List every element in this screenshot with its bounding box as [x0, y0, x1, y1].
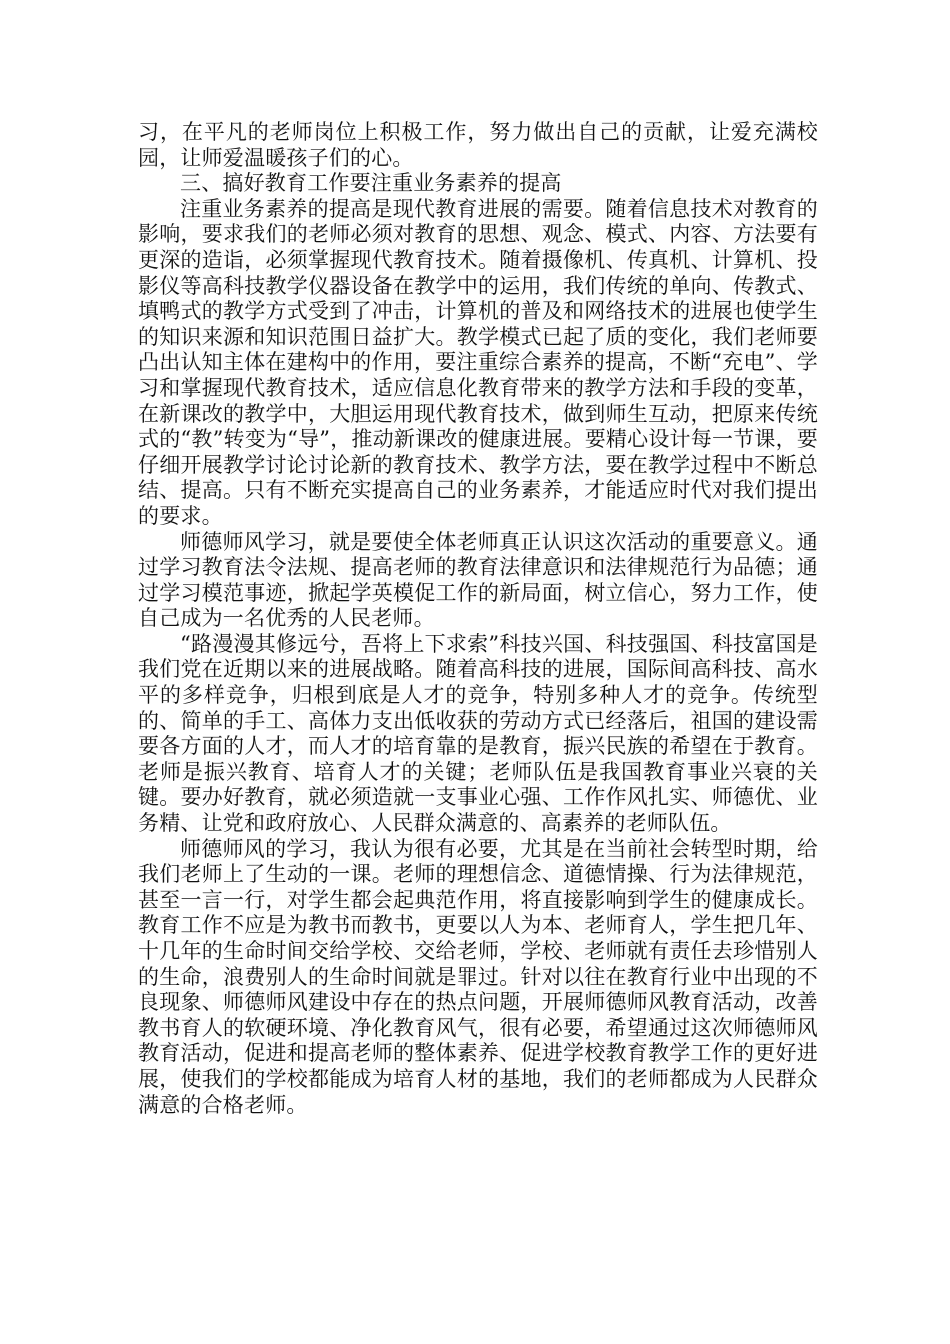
paragraph-professional-quality: 注重业务素养的提高是现代教育进展的需要。随着信息技术对教育的影响，要求我们的老师必须对教育的思想、观念、模式、内容、方法要有更深的造诣，必须掌握现代教育技术。随着摄像机、传真机、计算机、投影仪等高科技教学仪器设备在教学中的运用，我们传统的单向、传教式、填鸭式的教学方式受到了冲击，计算机的普及和网络技术的进展也使学生的知识来源和知识范围日益扩大。教学模式已起了质的变化，我们老师要凸出认知主体在建构中的作用，要注重综合素养的提高，不断“充电”、学习和掌握现代教育技术，适应信息化教育带来的教学方法和手段的变革，在新课改的教学中，大胆运用现代教育技术，做到师生互动，把原来传统式的“教”转变为“导”，推动新课改的健康进展。要精心设计每一节课，要仔细开展教学讨论讨论新的教育技术、教学方法，要在教学过程中不断总结、提高。只有不断充实提高自己的业务素养，才能适应时代对我们提出的要求。 [138, 196, 818, 528]
section-heading: 三、搞好教育工作要注重业务素养的提高 [180, 171, 562, 196]
paragraph-continuation: 习，在平凡的老师岗位上积极工作，努力做出自己的贡献，让爱充满校园，让师爱温暖孩子们的心。 [138, 120, 818, 170]
document-body [138, 120, 818, 1118]
paragraph-talent-competition: “路漫漫其修远兮，吾将上下求索”科技兴国、科技强国、科技富国是我们党在近期以来的进展战略。随着高科技的进展，国际间高科技、高水平的多样竞争，归根到底是人才的竞争，特别多种人才的竞争。传统型的、简单的手工、高体力支出低收获的劳动方式已经落后，祖国的建设需要各方面的人才，而人才的培育靠的是教育，振兴民族的希望在于教育。老师是振兴教育、培育人才的关键；老师队伍是我国教育事业兴衰的关键。要办好教育，就必须造就一支事业心强、工作作风扎实、师德优、业务精、让党和政府放心、人民群众满意的、高素养的老师队伍。 [138, 631, 818, 836]
paragraph-ethics-study: 师德师风学习，就是要使全体老师真正认识这次活动的重要意义。通过学习教育法令法规、提高老师的教育法律意识和法律规范行为品德；通过学习模范事迹，掀起学英模促工作的新局面，树立信心，努力工作，使自己成为一名优秀的人民老师。 [138, 529, 818, 631]
paragraph-conclusion: 师德师风的学习，我认为很有必要，尤其是在当前社会转型时期，给我们老师上了生动的一课。老师的理想信念、道德情操、行为法律规范，甚至一言一行，对学生都会起典范作用，将直接影响到学生的健康成长。教育工作不应是为教书而教书，更要以人为本、老师育人，学生把几年、十几年的生命时间交给学校、交给老师，学校、老师就有责任去珍惜别人的生命，浪费别人的生命时间就是罪过。针对以往在教育行业中出现的不良现象、师德师风建设中存在的热点问题，开展师德师风教育活动，改善教书育人的软硬环境、净化教育风气，很有必要，希望通过这次师德师风教育活动，促进和提高老师的整体素养、促进学校教育教学工作的更好进展，使我们的学校都能成为培育人材的基地，我们的老师都成为人民群众满意的合格老师。 [138, 836, 818, 1117]
